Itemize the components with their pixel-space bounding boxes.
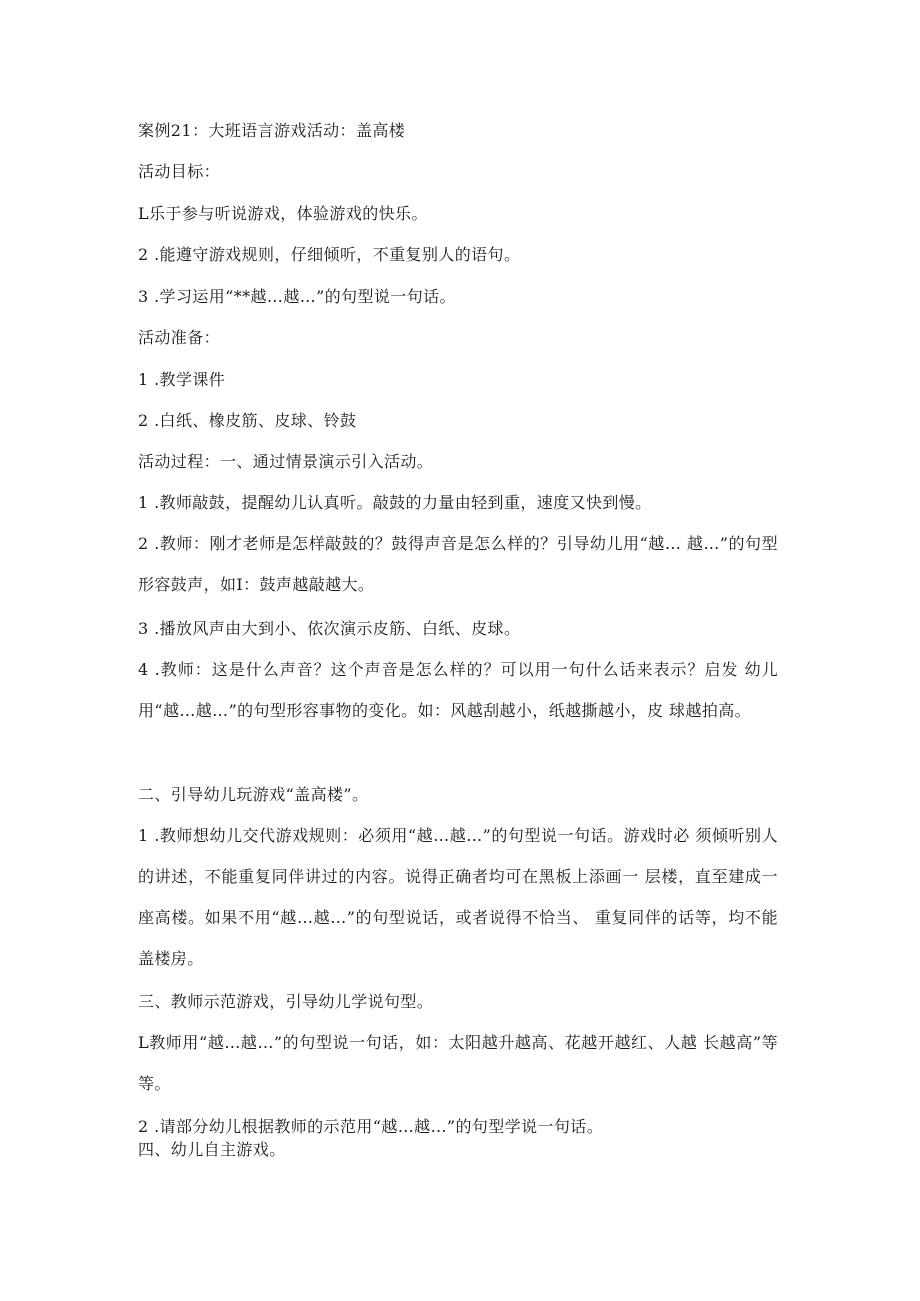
part2-step-1: 1 .教师想幼儿交代游戏规则：必须用“越…越…”的句型说一句话。游戏时必 须倾听别人的讲述，不能重复同伴讲过的内容。说得正确者均可在黑板上添画一 层楼，直至建成一座高楼。如果不用“越…越…”的句型说话，或者说得不恰当、 重复同伴的话等，均不能盖楼房。: [138, 826, 778, 968]
goal-item-3: 3 .学习运用“**越…越…”的句型说一句话。: [138, 287, 456, 306]
part4-heading: 四、幼儿自主游戏。: [138, 1140, 286, 1159]
process-heading: 活动过程：一、通过情景演示引入活动。: [138, 452, 434, 471]
part1-step-3: 3 .播放风声由大到小、依次演示皮筋、白纸、皮球。: [138, 619, 521, 638]
goal-item-2: 2 .能遵守游戏规则，仔细倾听，不重复别人的语句。: [138, 245, 521, 264]
prep-item-2: 2 .白纸、橡皮筋、皮球、铃鼓: [138, 411, 357, 430]
part3-step-1: L教师用“越…越…”的句型说一句话，如：太阳越升越高、花越开越红、人越 长越高”等等。: [138, 1033, 778, 1093]
part1-step-4: 4 .教师：这是什么声音？这个声音是怎么样的？可以用一句什么话来表示？启发 幼儿用“越…越…”的句型形容事物的变化。如：风越刮越小，纸越撕越小，皮 球越拍高。: [138, 660, 778, 720]
part1-step-1: 1 .教师敲鼓，提醒幼儿认真听。敲鼓的力量由轻到重，速度又快到慢。: [138, 493, 652, 512]
document-title: 案例21：大班语言游戏活动：盖高楼: [138, 121, 406, 140]
part3-heading: 三、教师示范游戏，引导幼儿学说句型。: [138, 992, 434, 1011]
prep-heading: 活动准备：: [138, 328, 221, 347]
goals-heading: 活动目标：: [138, 162, 221, 181]
goal-item-1: L乐于参与听说游戏，体验游戏的快乐。: [138, 204, 428, 223]
part3-step-2: 2 .请部分幼儿根据教师的示范用“越…越…”的句型学说一句话。: [138, 1117, 604, 1136]
part2-heading: 二、引导幼儿玩游戏“盖高楼”。: [138, 785, 369, 804]
prep-item-1: 1 .教学课件: [138, 370, 226, 389]
part1-step-2: 2 .教师：刚才老师是怎样敲鼓的？鼓得声音是怎么样的？引导幼儿用“越… 越…”的句型形容鼓声，如I：鼓声越敲越大。: [138, 534, 778, 594]
